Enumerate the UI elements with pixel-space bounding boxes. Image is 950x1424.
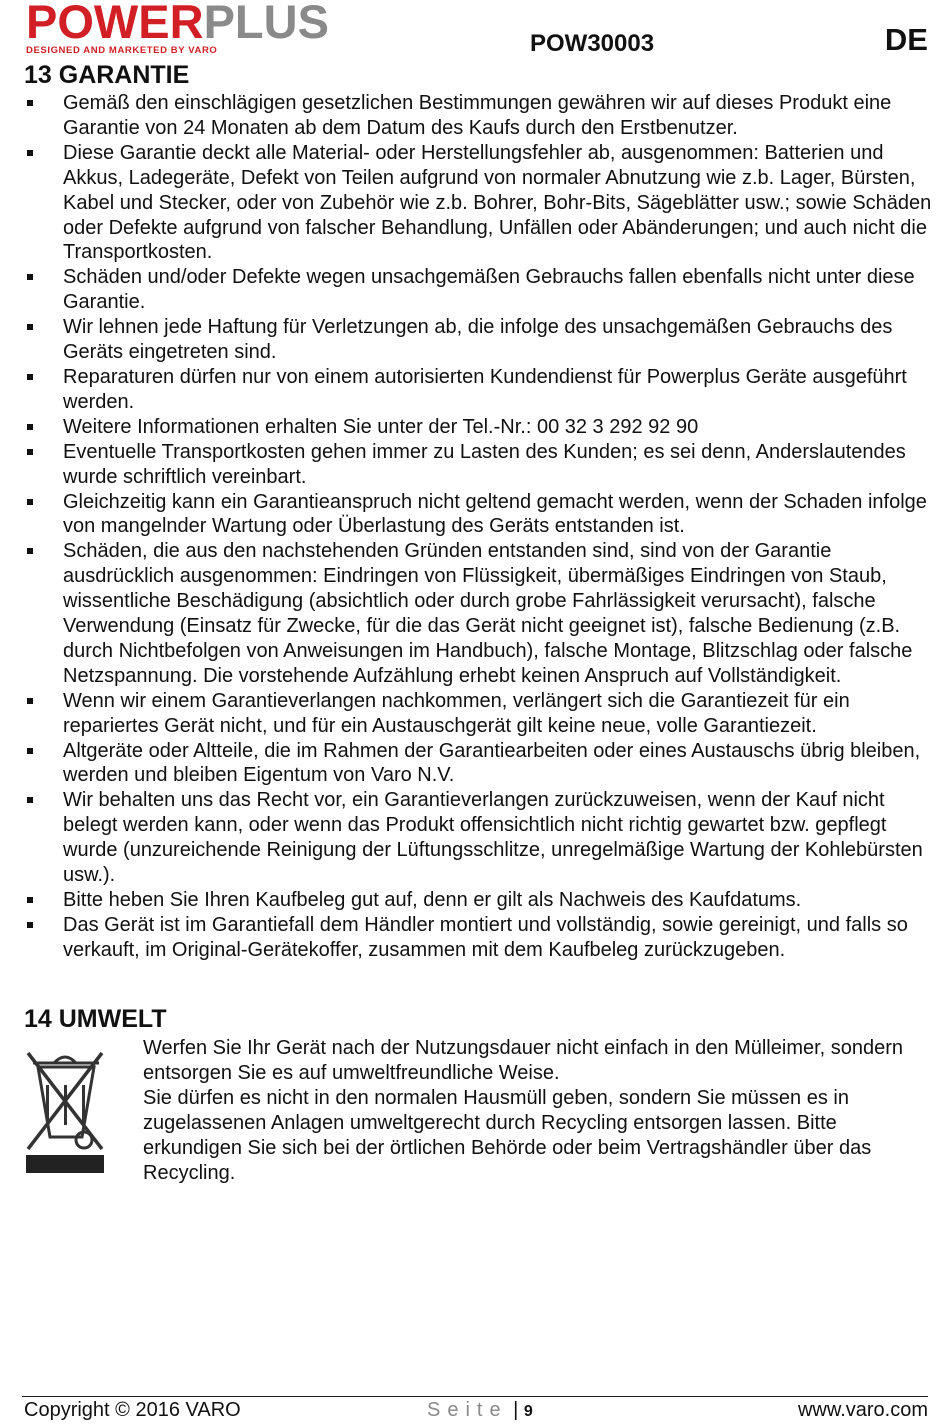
umwelt-paragraph: Werfen Sie Ihr Gerät nach der Nutzungsdauer nicht einfach in den Mülleimer, sondern entsorgen Sie es auf umweltfreundliche Weise.	[143, 1037, 904, 1084]
list-item-text: Wenn wir einem Garantieverlangen nachkommen, verlängert sich die Garantiezeit für ein repariertes Gerät nicht, und für ein Austauschgerät gilt keine neue, volle Garantiezeit.	[63, 689, 850, 737]
bullet-square-icon	[27, 748, 33, 754]
page-separator: |	[513, 1399, 519, 1421]
list-item	[24, 141, 934, 266]
bullet-square-icon	[27, 424, 33, 430]
umwelt-text	[143, 1036, 923, 1185]
list-item	[24, 440, 934, 490]
list-item-text: Gemäß den einschlägigen gesetzlichen Bestimmungen gewähren wir auf dieses Produkt eine Garantie von 24 Monaten ab dem Datum des Kaufs durch den Erstbenutzer.	[63, 92, 892, 139]
list-item-text: Schäden und/oder Defekte wegen unsachgemäßen Gebrauchs fallen ebenfalls nicht unter diese Garantie.	[63, 266, 915, 314]
footer-page-indicator	[427, 1399, 533, 1422]
list-item	[24, 315, 934, 365]
logo-wordmark: POWERPLUS	[26, 0, 329, 48]
bullet-square-icon	[27, 374, 33, 380]
list-item-text: Altgeräte oder Altteile, die im Rahmen der Garantiearbeiten oder eines Austauschs übrig bleiben, werden und bleiben Eigentum von Varo N.V.	[63, 739, 921, 787]
list-item-text: Wir lehnen jede Haftung für Verletzungen ab, die infolge des unsachgemäßen Gebrauchs des Geräts eingetreten sind.	[63, 316, 893, 364]
list-item	[24, 490, 934, 540]
bullet-square-icon	[27, 797, 33, 803]
list-item	[24, 913, 934, 963]
list-item-text: Das Gerät ist im Garantiefall dem Händler montiert und vollständig, sowie gereinigt, und falls so verkauft, im Original-Gerätekoffer, zusammen mit dem Kaufbeleg zurückzugeben.	[63, 913, 908, 961]
bullet-square-icon	[27, 274, 33, 280]
bullet-square-icon	[27, 150, 33, 156]
list-item	[24, 415, 934, 440]
section-title-umwelt: 14 UMWELT	[24, 1005, 167, 1033]
list-item	[24, 689, 934, 739]
bullet-square-icon	[27, 922, 33, 928]
bullet-square-icon	[27, 449, 33, 455]
list-item	[24, 888, 934, 913]
page-number: 9	[523, 1403, 533, 1420]
page-label: Seite	[427, 1399, 508, 1421]
bullet-square-icon	[27, 897, 33, 903]
bullet-square-icon	[27, 499, 33, 505]
bullet-square-icon	[27, 698, 33, 704]
umwelt-paragraph: Sie dürfen es nicht in den normalen Hausmüll geben, sondern Sie müssen es in zugelassenen Anlagen umweltgerecht durch Recycling entsorgen lassen. Bitte erkundigen Sie sich bei der örtlichen Behörde oder beim Vertragshändler über das Recycling.	[143, 1086, 872, 1184]
language-code: DE	[884, 22, 928, 57]
powerplus-logo	[26, 2, 404, 56]
list-item-text: Gleichzeitig kann ein Garantieanspruch nicht geltend gemacht werden, wenn der Schaden infolge von mangelnder Wartung oder Überlastung des Geräts entstanden ist.	[63, 490, 927, 538]
footer-copyright: Copyright © 2016 VARO	[24, 1399, 241, 1421]
list-item-text: Reparaturen dürfen nur von einem autorisierten Kundendienst für Powerplus Geräte ausgeführt werden.	[63, 365, 907, 413]
bullet-square-icon	[27, 324, 33, 330]
list-item-text: Bitte heben Sie Ihren Kaufbeleg gut auf, denn er gilt als Nachweis des Kaufdatums.	[63, 889, 802, 911]
section-title-garantie: 13 GARANTIE	[24, 61, 190, 89]
logo-tagline: DESIGNED AND MARKETED BY VARO	[26, 45, 218, 56]
bullet-square-icon	[27, 100, 33, 106]
list-item-text: Eventuelle Transportkosten gehen immer zu Lasten des Kunden; es sei denn, Anderslautendes wurde schriftlich vereinbart.	[63, 440, 906, 488]
list-item-text: Wir behalten uns das Recht vor, ein Garantieverlangen zurückzuweisen, wenn der Kauf nicht belegt werden kann, oder wenn das Produkt offensichtlich nicht richtig gewartet bzw. gepflegt wurde (unzureichende Reinigung der Lüftungsschlitze, unregelmäßige Wartung der Kohlebürsten usw.).	[63, 789, 923, 887]
list-item-text: Diese Garantie deckt alle Material- oder Herstellungsfehler ab, ausgenommen: Batterien und Akkus, Ladegeräte, Defekt von Teilen aufgrund von normaler Abnutzung wie z.b. Lager, Bürsten, Kabel und Stecker, oder von Zubehör wie z.b. Bohrer, Bohr-Bits, Sägeblätter usw.; sowie Schäden oder Defekte aufgrund von falscher Behandlung, Unfällen oder Abänderungen; und auch nicht die Transportkosten.	[63, 141, 932, 264]
footer-divider	[22, 1396, 928, 1397]
list-item	[24, 788, 934, 888]
model-number: POW30003	[530, 30, 655, 57]
list-item-text: Weitere Informationen erhalten Sie unter der Tel.-Nr.: 00 32 3 292 92 90	[63, 415, 699, 438]
list-item	[24, 739, 934, 789]
crossed-out-wheelie-bin-icon	[24, 1045, 106, 1175]
list-item	[24, 365, 934, 415]
list-item	[24, 91, 934, 141]
list-item	[24, 265, 934, 315]
garantie-list	[24, 91, 934, 963]
list-item-text: Schäden, die aus den nachstehenden Gründen entstanden sind, sind von der Garantie ausdrücklich ausgenommen: Eindringen von Flüssigkeit, übermäßiges Eindringen von Staub, wissentliche Beschädigung (absichtlich oder durch grobe Fahrlässigkeit verursacht), falsche Verwendung (Einsatz für Zwecke, für die das Gerät nicht geeignet ist), falsche Bedienung (z.B. durch Nichtbefolgen von Anweisungen im Handbuch), falsche Montage, Blitzschlag oder falsche Netzspannung. Die vorstehende Aufzählung erhebt keinen Anspruch auf Vollständigkeit.	[63, 540, 913, 687]
list-item	[24, 539, 934, 688]
bullet-square-icon	[27, 548, 33, 554]
footer-website: www.varo.com	[797, 1399, 928, 1421]
